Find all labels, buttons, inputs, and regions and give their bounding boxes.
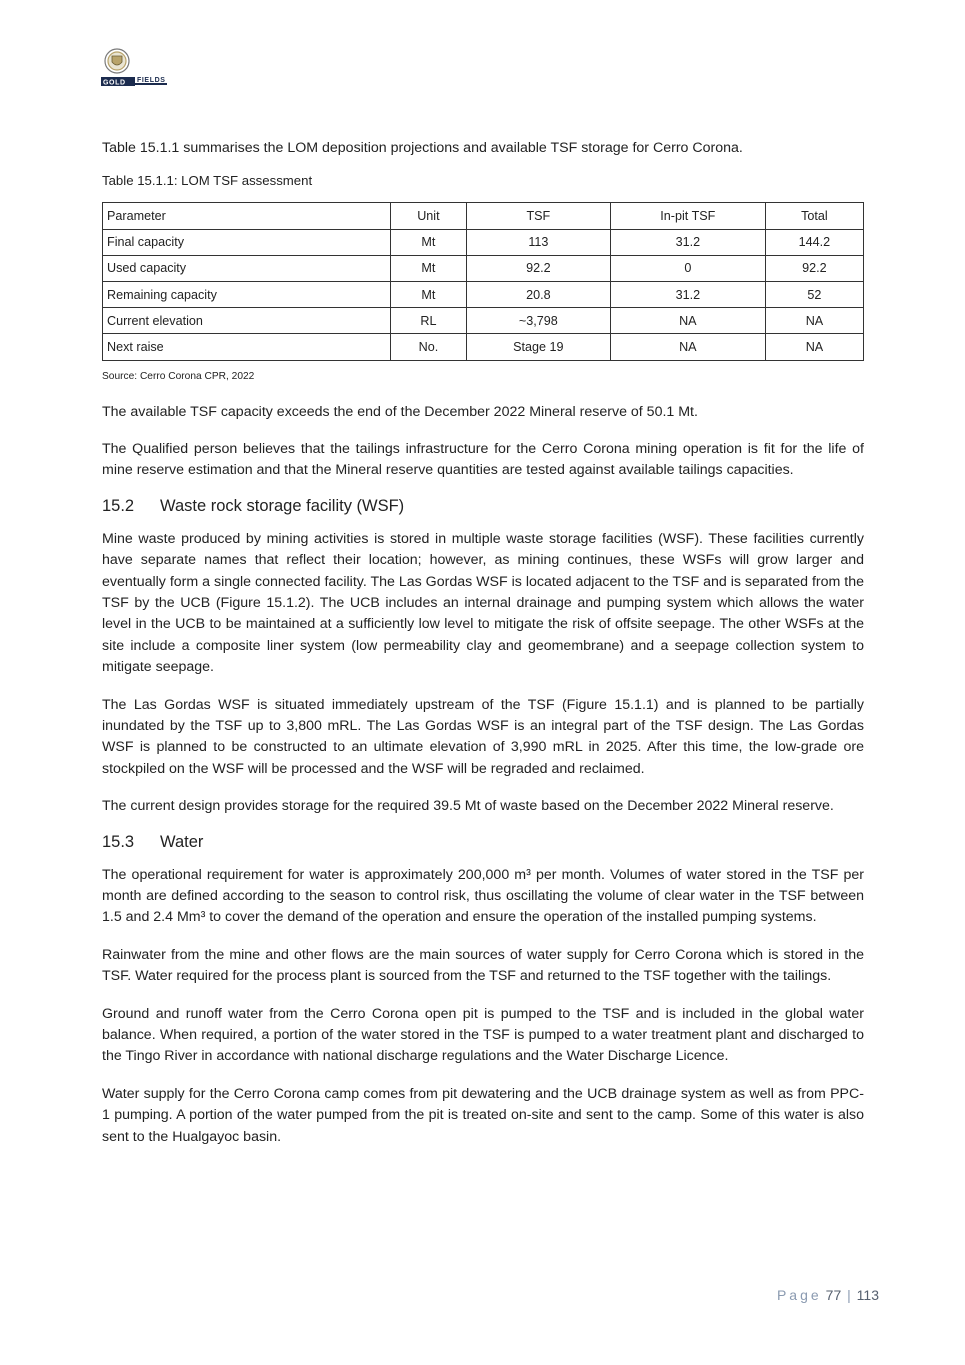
table-header-row	[103, 203, 864, 229]
table-caption: Table 15.1.1: LOM TSF assessment	[102, 173, 313, 189]
svg-text:GOLD: GOLD	[103, 79, 126, 87]
section-heading-15-2	[102, 496, 864, 517]
table-cell: Mt	[390, 229, 466, 255]
table-cell: ~3,798	[466, 308, 610, 334]
table-cell: Current elevation	[103, 308, 391, 334]
page-footer	[777, 1287, 879, 1303]
table-cell: 52	[765, 281, 863, 307]
table-cell: Mt	[390, 281, 466, 307]
table-row	[103, 281, 864, 307]
table-cell: 92.2	[466, 255, 610, 281]
water-paragraph: Rainwater from the mine and other flows are the main sources of water supply for Cerro Corona which is stored in the TSF. Water required for the process plant is sourced from the TSF and returned to the TSF together with the tailings.	[102, 946, 864, 985]
water-paragraph: The operational requirement for water is approximately 200,000 m³ per month. Volumes of water stored in the TSF per month are defined according to the season to control risk, thus oscillating the volume of clear water in the TSF between 1.5 and 2.4 Mm³ to cover the demand of the operation and ensure the operation of the installed pumping systems.	[102, 866, 864, 926]
table-cell: 113	[466, 229, 610, 255]
table-cell: No.	[390, 334, 466, 360]
capacity-paragraph: The available TSF capacity exceeds the end of the December 2022 Mineral reserve of 50.1 Mt.	[102, 403, 698, 420]
table-cell: Used capacity	[103, 255, 391, 281]
water-paragraph: Water supply for the Cerro Corona camp comes from pit dewatering and the UCB drainage system as well as from PPC-1 pumping. A portion of the water pumped from the pit is treated on-site and sent to the camp. Some of this water is also sent to the Hualgayoc basin.	[102, 1085, 864, 1145]
tsf-assessment-table	[102, 202, 864, 360]
wsf-paragraph: The current design provides storage for the required 39.5 Mt of waste based on the December 2022 Mineral reserve.	[102, 798, 834, 815]
table-cell: RL	[390, 308, 466, 334]
table-cell: 20.8	[466, 281, 610, 307]
svg-text:FIELDS: FIELDS	[137, 77, 166, 84]
header-unit: Unit	[390, 203, 466, 229]
section-title: Waste rock storage facility (WSF)	[160, 496, 405, 515]
table-cell: 144.2	[765, 229, 863, 255]
table-cell: Next raise	[103, 334, 391, 360]
table-cell: 92.2	[765, 255, 863, 281]
table-cell: NA	[765, 308, 863, 334]
header-in-pit-tsf: In-pit TSF	[610, 203, 765, 229]
table-cell: 0	[610, 255, 765, 281]
section-title: Water	[160, 832, 204, 851]
wsf-paragraph: Mine waste produced by mining activities is stored in multiple waste storage facilities (WSF). These facilities currently have separate names that reflect their location; however, as mining continues, these WSFs will grow larger and eventually form a single connected facility. The Las Gordas WSF is located adjacent to the TSF and is separated from the TSF by the UCB (Figure 15.1.2). The UCB includes an internal drainage and pumping system which allows the water level in the UCB to be maintained at a sufficiently low level to mitigate the risk of offsite seepage. The other WSFs at the site include a composite liner system (low permeability clay and geomembrane) and a seepage collection system to mitigate seepage.	[102, 530, 864, 676]
section-number: 15.2	[102, 496, 135, 515]
table-cell: Mt	[390, 255, 466, 281]
table-cell: Final capacity	[103, 229, 391, 255]
table-cell: 31.2	[610, 281, 765, 307]
table-cell: NA	[610, 334, 765, 360]
table-cell: Remaining capacity	[103, 281, 391, 307]
water-paragraph: Ground and runoff water from the Cerro Corona open pit is pumped to the TSF and is included in the global water balance. When required, a portion of the water stored in the TSF is pumped to a water treatment plant and discharged to the Tingo River in accordance with national discharge regulations and the Water Discharge Licence.	[102, 1005, 864, 1065]
header-parameter: Parameter	[103, 203, 391, 229]
header-total: Total	[765, 203, 863, 229]
table-row	[103, 308, 864, 334]
page-content	[102, 138, 864, 1164]
table-cell: NA	[765, 334, 863, 360]
intro-paragraph: Table 15.1.1 summarises the LOM deposition projections and available TSF storage for Cerro Corona.	[102, 140, 743, 156]
table-row	[103, 334, 864, 360]
qualified-person-paragraph: The Qualified person believes that the tailings infrastructure for the Cerro Corona mining operation is fit for the life of mine reserve estimation and that the Mineral reserve quantities are tested against available tailings capacities.	[102, 440, 864, 479]
page-total: 113	[856, 1287, 879, 1303]
table-cell: Stage 19	[466, 334, 610, 360]
page-label: Page	[776, 1287, 822, 1303]
table-row	[103, 255, 864, 281]
table-source: Source: Cerro Corona CPR, 2022	[102, 370, 255, 382]
gold-fields-logo	[101, 46, 167, 88]
page-number: 77	[825, 1287, 842, 1303]
section-heading-15-3	[102, 832, 864, 853]
wsf-paragraph: The Las Gordas WSF is situated immediately upstream of the TSF (Figure 15.1.1) and is planned to be partially inundated by the TSF up to 3,800 mRL. The Las Gordas WSF is an integral part of the TSF design. The Las Gordas WSF is planned to be constructed to an ultimate elevation of 3,990 mRL in 2025. After this time, the low-grade ore stockpiled on the WSF will be processed and the WSF will be regraded and reclaimed.	[102, 696, 864, 777]
table-cell: NA	[610, 308, 765, 334]
table-row	[103, 229, 864, 255]
header-tsf: TSF	[466, 203, 610, 229]
section-number: 15.3	[102, 832, 135, 851]
table-cell: 31.2	[610, 229, 765, 255]
page-separator: |	[847, 1287, 851, 1303]
